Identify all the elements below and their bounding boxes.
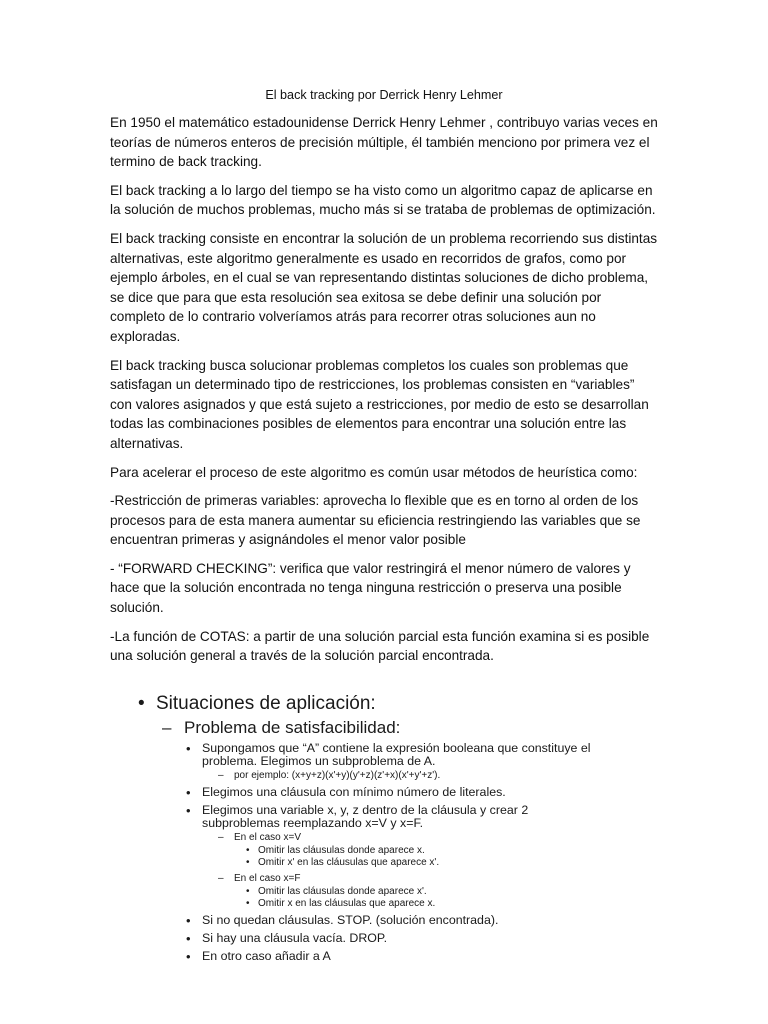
slide-subheading: Problema de satisfacibilidad: [184,718,401,737]
paragraph-3: El back tracking consiste en encontrar la solución de un problema recorriendo sus distintas alternativas, este algoritmo generalmente es usado en recorridos de grafos, como por ejemplo árboles, en el cual se van representando distintas soluciones de dicho problema, se dice que para que esta resolución sea exitosa se debe definir una solución por completo de lo contrario volveríamos atrás para recorrer otras soluciones aun no exploradas. [110,230,658,344]
dash-icon: – [162,718,172,737]
slide-item [138,950,648,963]
slide-heading-row [138,692,648,716]
slide-item [138,804,648,830]
bullet-icon: • [186,931,191,946]
paragraph-4: El back tracking busca solucionar problemas completos los cuales son problemas que satisfagan un determinado tipo de restricciones, los problemas consisten en “variables” con valores asignados y que está sujeto a restricciones, por medio de esto se desarrollan todas las combinaciones posibles de elementos para encontrar una solución entre las alternativas. [110,357,649,451]
slide-subitem-text: por ejemplo: (x+y+z)(x'+y)(y'+z)(z'+x)(x'+y'+z'). [234,770,441,781]
slide-item-text-line: Supongamos que “A” contiene la expresión booleana que constituye el [202,741,591,755]
paragraph-7: - “FORWARD CHECKING”: verifica que valor restringirá el menor número de valores y hace que la solución encontrada no tenga ninguna restricción o preserva una posible solución. [110,560,631,616]
slide-item [138,786,648,799]
slide-item-text: Si hay una cláusula vacía. DROP. [202,931,388,945]
slide-subsubitem [138,898,648,909]
slide-subitem [138,770,648,781]
bullet-icon: • [246,898,250,909]
slide-subitem [138,832,648,843]
slide-subsubitem-text: Omitir x' en las cláusulas que aparece x'. [258,857,440,868]
slide-subitem [138,873,648,884]
slide-subsubitem [138,857,648,868]
slide-item-text-line: subproblemas reemplazando x=V y x=F. [202,816,424,830]
slide-subsubitem-text: Omitir las cláusulas donde aparece x. [258,845,425,856]
bullet-icon: • [186,785,191,800]
embedded-slide-image [138,692,648,968]
slide-item-text-line: problema. Elegimos un subproblema de A. [202,754,436,768]
slide-subsubitem-text: Omitir x en las cláusulas que aparece x. [258,898,436,909]
bullet-icon: • [186,741,191,756]
slide-item-text: Si no quedan cláusulas. STOP. (solución encontrada). [202,913,499,927]
slide-subitem-text: En el caso x=F [234,873,301,884]
slide-subsubitem-text: Omitir las cláusulas donde aparece x'. [258,886,427,897]
paragraph-8: -La función de COTAS: a partir de una solución parcial esta función examina si es posible una solución general a través de la solución parcial encontrada. [110,628,650,664]
slide-item-text-line: Elegimos una variable x, y, z dentro de la cláusula y crear 2 [202,803,529,817]
slide-item-text: En otro caso añadir a A [202,949,331,963]
slide-heading: Situaciones de aplicación: [156,693,376,714]
bullet-icon: • [246,845,250,856]
slide-subitem-text: En el caso x=V [234,832,301,843]
slide-item-text: Elegimos una cláusula con mínimo número de literales. [202,785,506,799]
bullet-icon: • [246,857,250,868]
slide-subsubitem [138,886,648,897]
dash-icon: – [218,770,224,781]
bullet-icon: • [246,886,250,897]
bullet-icon: • [186,949,191,964]
paragraph-6: -Restricción de primeras variables: aprovecha lo flexible que es en torno al orden de los procesos para de esta manera aumentar su eficiencia restringiendo las variables que se encuentran primeras y asignándoles el menor valor posible [110,493,641,548]
dash-icon: – [218,873,224,884]
document-title: El back tracking por Derrick Henry Lehmer [265,88,503,102]
paragraph-1: En 1950 el matemático estadounidense Derrick Henry Lehmer , contribuyo varias veces en teorías de números enteros de precisión múltiple, él también menciono por primera vez el termino de back tracking. [110,115,658,170]
slide-item [138,914,648,927]
slide-item [138,932,648,945]
bullet-icon: • [138,693,145,714]
paragraph-2: El back tracking a lo largo del tiempo se ha visto como un algoritmo capaz de aplicarse en la solución de muchos problemas, mucho más si se trataba de problemas de optimización. [110,182,656,218]
bullet-icon: • [186,913,191,928]
slide-subsubitem [138,845,648,856]
bullet-icon: • [186,803,191,818]
slide-subheading-row [138,717,648,738]
document-body [110,86,658,675]
dash-icon: – [218,832,224,843]
paragraph-5: Para acelerar el proceso de este algoritmo es común usar métodos de heurística como: [110,464,638,480]
slide-item [138,742,648,768]
